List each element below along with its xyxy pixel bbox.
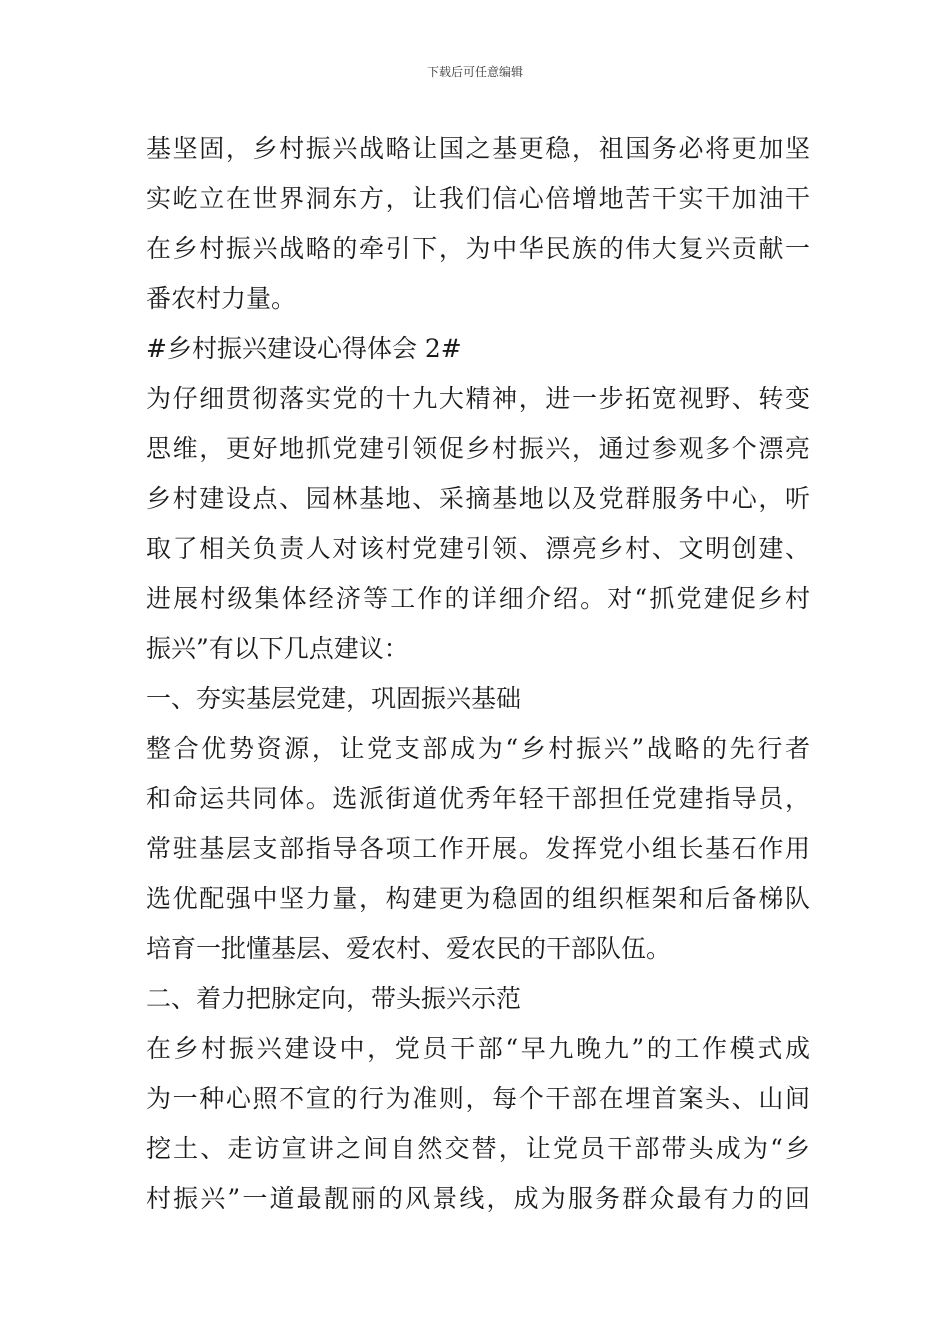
- text-line: 为一种心照不宣的行为准则，每个干部在埋首案头、山间: [146, 1084, 810, 1113]
- text-line: 为仔细贯彻落实党的十九大精神，进一步拓宽视野、转变: [146, 384, 810, 413]
- text-line: 在乡村振兴建设中，党员干部“早九晚九”的工作模式成: [146, 1034, 810, 1063]
- text-line: 思维，更好地抓党建引领促乡村振兴，通过参观多个漂亮: [146, 434, 810, 463]
- text-line: 在乡村振兴战略的牵引下，为中华民族的伟大复兴贡献一: [146, 234, 810, 263]
- text-line: 基坚固，乡村振兴战略让国之基更稳，祖国务必将更加坚: [146, 134, 810, 163]
- text-line: 挖土、走访宣讲之间自然交替，让党员干部带头成为“乡: [146, 1134, 810, 1163]
- text-line: 实屹立在世界洞东方，让我们信心倍增地苦干实干加油干: [146, 184, 810, 213]
- text-line: 整合优势资源，让党支部成为“乡村振兴”战略的先行者: [146, 734, 810, 763]
- text-line: 村振兴”一道最靓丽的风景线，成为服务群众最有力的回: [146, 1184, 810, 1213]
- text-line: 取了相关负责人对该村党建引领、漂亮乡村、文明创建、: [146, 534, 810, 563]
- section-heading: #乡村振兴建设心得体会 2#: [146, 334, 462, 363]
- document-body: [146, 124, 810, 1224]
- section-heading: 二、着力把脉定向，带头振兴示范: [146, 984, 522, 1013]
- text-line: 进展村级集体经济等工作的详细介绍。对“抓党建促乡村: [146, 584, 810, 613]
- page-header: 下载后可任意编辑: [426, 65, 523, 79]
- section-heading: 一、夯实基层党建，巩固振兴基础: [146, 684, 522, 713]
- text-line: 常驻基层支部指导各项工作开展。发挥党小组长基石作用: [146, 834, 810, 863]
- text-line: 培育一批懂基层、爱农村、爱农民的干部队伍。: [146, 934, 672, 963]
- text-line: 选优配强中坚力量，构建更为稳固的组织框架和后备梯队: [146, 884, 810, 913]
- text-line: 和命运共同体。选派街道优秀年轻干部担任党建指导员，: [146, 784, 810, 813]
- text-line: 乡村建设点、园林基地、采摘基地以及党群服务中心，听: [146, 484, 810, 513]
- text-line: 振兴”有以下几点建议：: [146, 634, 409, 663]
- text-line: 番农村力量。: [146, 284, 297, 313]
